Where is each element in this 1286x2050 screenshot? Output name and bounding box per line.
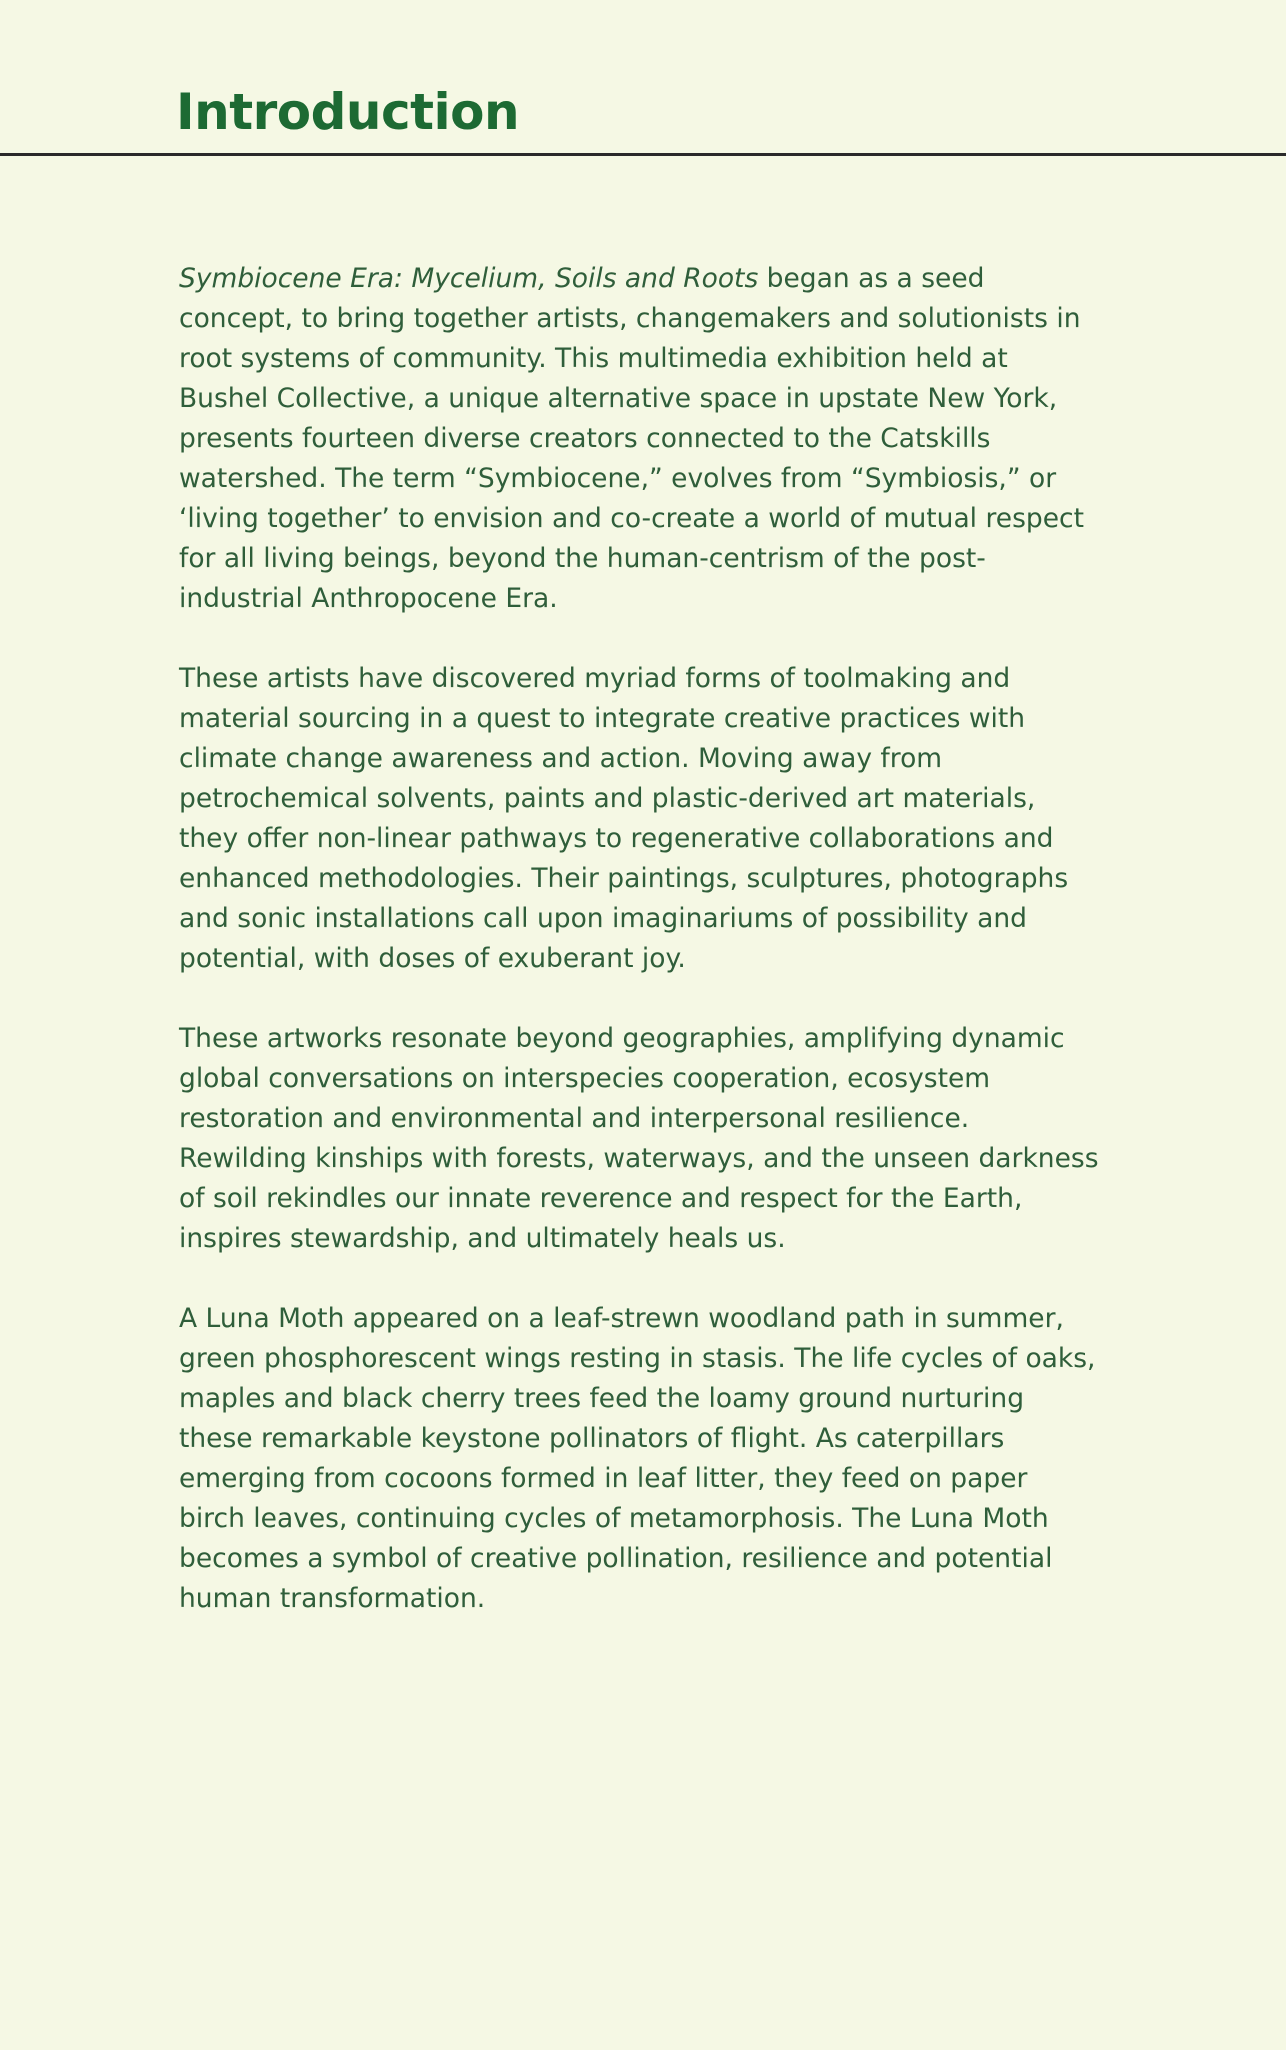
body-text bbox=[179, 259, 1099, 1659]
exhibition-title: Symbiocene Era: Mycelium, Soils and Roots bbox=[179, 263, 759, 294]
paragraph-1-text: began as a seed concept, to bring together artists, changemakers and solutionists in root systems of community. This multimedia exhibition held at Bushel Collective, a unique alternative space in upstate New York, presents fourteen diverse creators connected to the Catskills watershed. The term “Symbiocene,” evolves from “Symbiosis,” or ‘living together’ to envision and co-create a world of mutual respect for all living beings, beyond the human-centrism of the post-industrial Anthropocene Era. bbox=[179, 263, 1084, 614]
paragraph-3: These artworks resonate beyond geographies, amplifying dynamic global conversations on interspecies cooperation, ecosystem restoration and environmental and interpersonal resilience. Rewilding kinships with forests, waterways, and the unseen darkness of soil rekindles our innate reverence and respect for the Earth, inspires stewardship, and ultimately heals us. bbox=[179, 1023, 1099, 1254]
paragraph-1 bbox=[179, 259, 1099, 619]
paragraph-2: These artists have discovered myriad forms of toolmaking and material sourcing in a quest to integrate creative practices with climate change awareness and action. Moving away from petrochemical solvents, paints and plastic-derived art materials, they offer non-linear pathways to regenerative collaborations and enhanced methodologies. Their paintings, sculptures, photographs and sonic installations call upon imaginariums of possibility and potential, with doses of exuberant joy. bbox=[179, 663, 1069, 974]
header-divider bbox=[0, 153, 1286, 156]
paragraph-4: A Luna Moth appeared on a leaf-strewn woodland path in summer, green phosphorescent wings resting in stasis. The life cycles of oaks, maples and black cherry trees feed the loamy ground nurturing these remarkable keystone pollinators of flight. As caterpillars emerging from cocoons formed in leaf litter, they feed on paper birch leaves, continuing cycles of metamorphosis. The Luna Moth becomes a symbol of creative pollination, resilience and potential human transformation. bbox=[179, 1303, 1096, 1614]
page-title: Introduction bbox=[176, 83, 520, 141]
